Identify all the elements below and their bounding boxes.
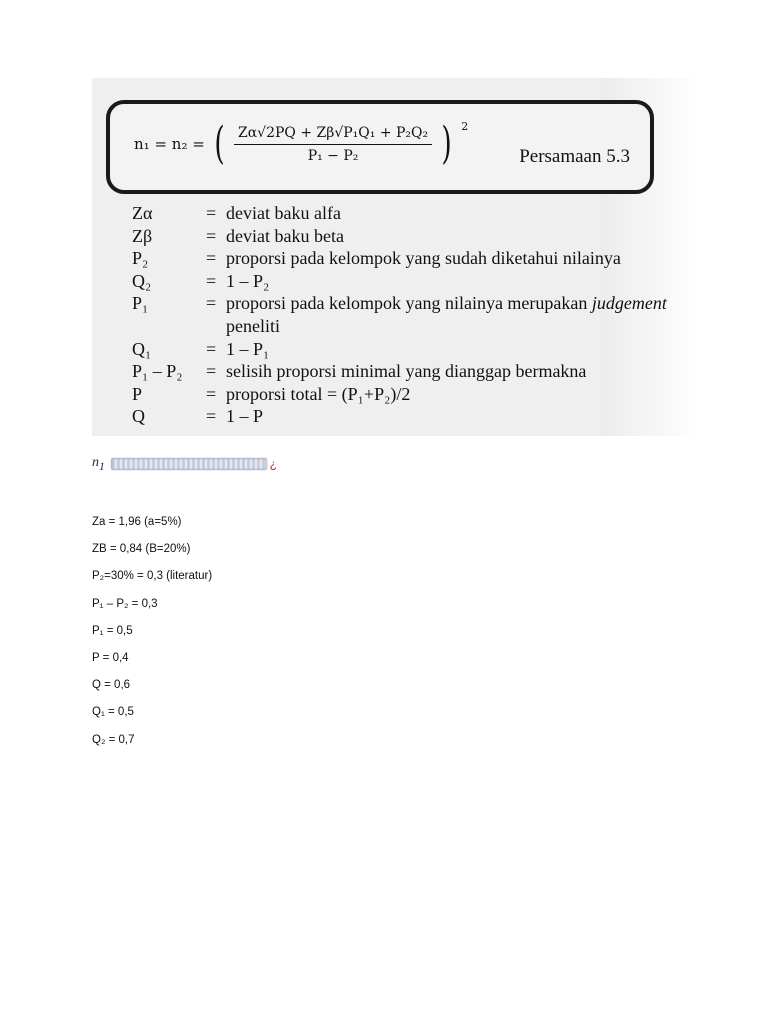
definition-symbol: Q₁ bbox=[132, 338, 152, 359]
computed-formula-line bbox=[92, 452, 277, 476]
definition-row bbox=[132, 405, 686, 428]
equals-sign: = bbox=[206, 338, 217, 359]
equals-sign: = bbox=[206, 225, 217, 246]
equals-sign: = bbox=[206, 406, 217, 427]
definition-text: 1 – P bbox=[226, 406, 264, 427]
definition-symbol: P₂ bbox=[132, 248, 149, 269]
definition-symbol: P₁ – P₂ bbox=[132, 361, 183, 382]
formula-artifact: ¿ bbox=[269, 457, 277, 471]
definition-symbol: Zα bbox=[132, 203, 153, 223]
definitions-list bbox=[132, 202, 686, 428]
value-line: Q₁ = 0,5 bbox=[92, 706, 134, 719]
value-line: Q₂ = 0,7 bbox=[92, 733, 135, 746]
equation-label: Persamaan 5.3 bbox=[519, 146, 630, 167]
definition-text: proporsi pada kelompok yang sudah diketahui nilainya bbox=[226, 248, 621, 269]
definition-symbol: Q₂ bbox=[132, 270, 152, 291]
definition-symbol: Q bbox=[132, 406, 145, 427]
definition-text-wrap: peneliti bbox=[226, 315, 280, 336]
value-line: P₁ – P₂ = 0,3 bbox=[92, 597, 158, 610]
equation-exponent: 2 bbox=[461, 120, 469, 133]
left-paren: ( bbox=[214, 118, 225, 169]
definition-text bbox=[226, 292, 686, 315]
definition-text: selisih proporsi minimal yang dianggap bermakna bbox=[226, 361, 587, 382]
value-line: Q = 0,6 bbox=[92, 679, 131, 692]
definition-symbol: P₁ bbox=[132, 293, 149, 314]
equation-numerator: Zα√2PQ + Zβ√P₁Q₁ + P₂Q₂ bbox=[234, 125, 432, 145]
definition-row bbox=[132, 383, 686, 406]
definition-text-italic: judgement bbox=[591, 293, 667, 314]
right-paren: ) bbox=[441, 118, 452, 169]
equation-lhs: n₁ = n₂ = bbox=[134, 135, 205, 153]
value-line: P₁ = 0,5 bbox=[92, 624, 133, 637]
definition-row-continued bbox=[132, 315, 686, 338]
definition-row bbox=[132, 338, 686, 361]
definition-text: 1 – P₁ bbox=[226, 338, 270, 359]
definition-symbol: P bbox=[132, 383, 143, 404]
value-line: P₂=30% = 0,3 (literatur) bbox=[92, 570, 213, 583]
formula-box bbox=[106, 100, 654, 194]
definition-row bbox=[132, 225, 686, 248]
value-line: P = 0,4 bbox=[92, 651, 129, 664]
value-line: Za = 1,96 (a=5%) bbox=[92, 516, 182, 528]
equation-fraction bbox=[234, 125, 432, 164]
sample-size-equation bbox=[134, 118, 469, 169]
definition-text: proporsi total = (P₁+P₂)/2 bbox=[226, 383, 411, 404]
equation-denominator: P₁ − P₂ bbox=[307, 147, 359, 164]
values-list bbox=[92, 516, 212, 761]
definition-text-main: proporsi pada kelompok yang nilainya merupakan bbox=[226, 293, 592, 314]
equals-sign: = bbox=[206, 270, 217, 291]
equals-sign: = bbox=[206, 383, 217, 404]
definition-text: deviat baku beta bbox=[226, 225, 344, 246]
definition-row bbox=[132, 292, 686, 315]
definition-row bbox=[132, 247, 686, 270]
unreadable-formula-image bbox=[111, 458, 267, 470]
equals-sign: = bbox=[206, 293, 217, 314]
definition-text: 1 – P₂ bbox=[226, 270, 270, 291]
definition-symbol: Zβ bbox=[132, 225, 153, 246]
definition-text: deviat baku alfa bbox=[226, 203, 341, 223]
equals-sign: = bbox=[206, 203, 217, 223]
definition-row bbox=[132, 202, 686, 225]
definition-row bbox=[132, 270, 686, 293]
equals-sign: = bbox=[206, 361, 217, 382]
definition-row bbox=[132, 360, 686, 383]
formula-variable: $n_1$ bbox=[92, 455, 105, 473]
value-line: ZB = 0,84 (B=20%) bbox=[92, 543, 191, 556]
equals-sign: = bbox=[206, 248, 217, 269]
